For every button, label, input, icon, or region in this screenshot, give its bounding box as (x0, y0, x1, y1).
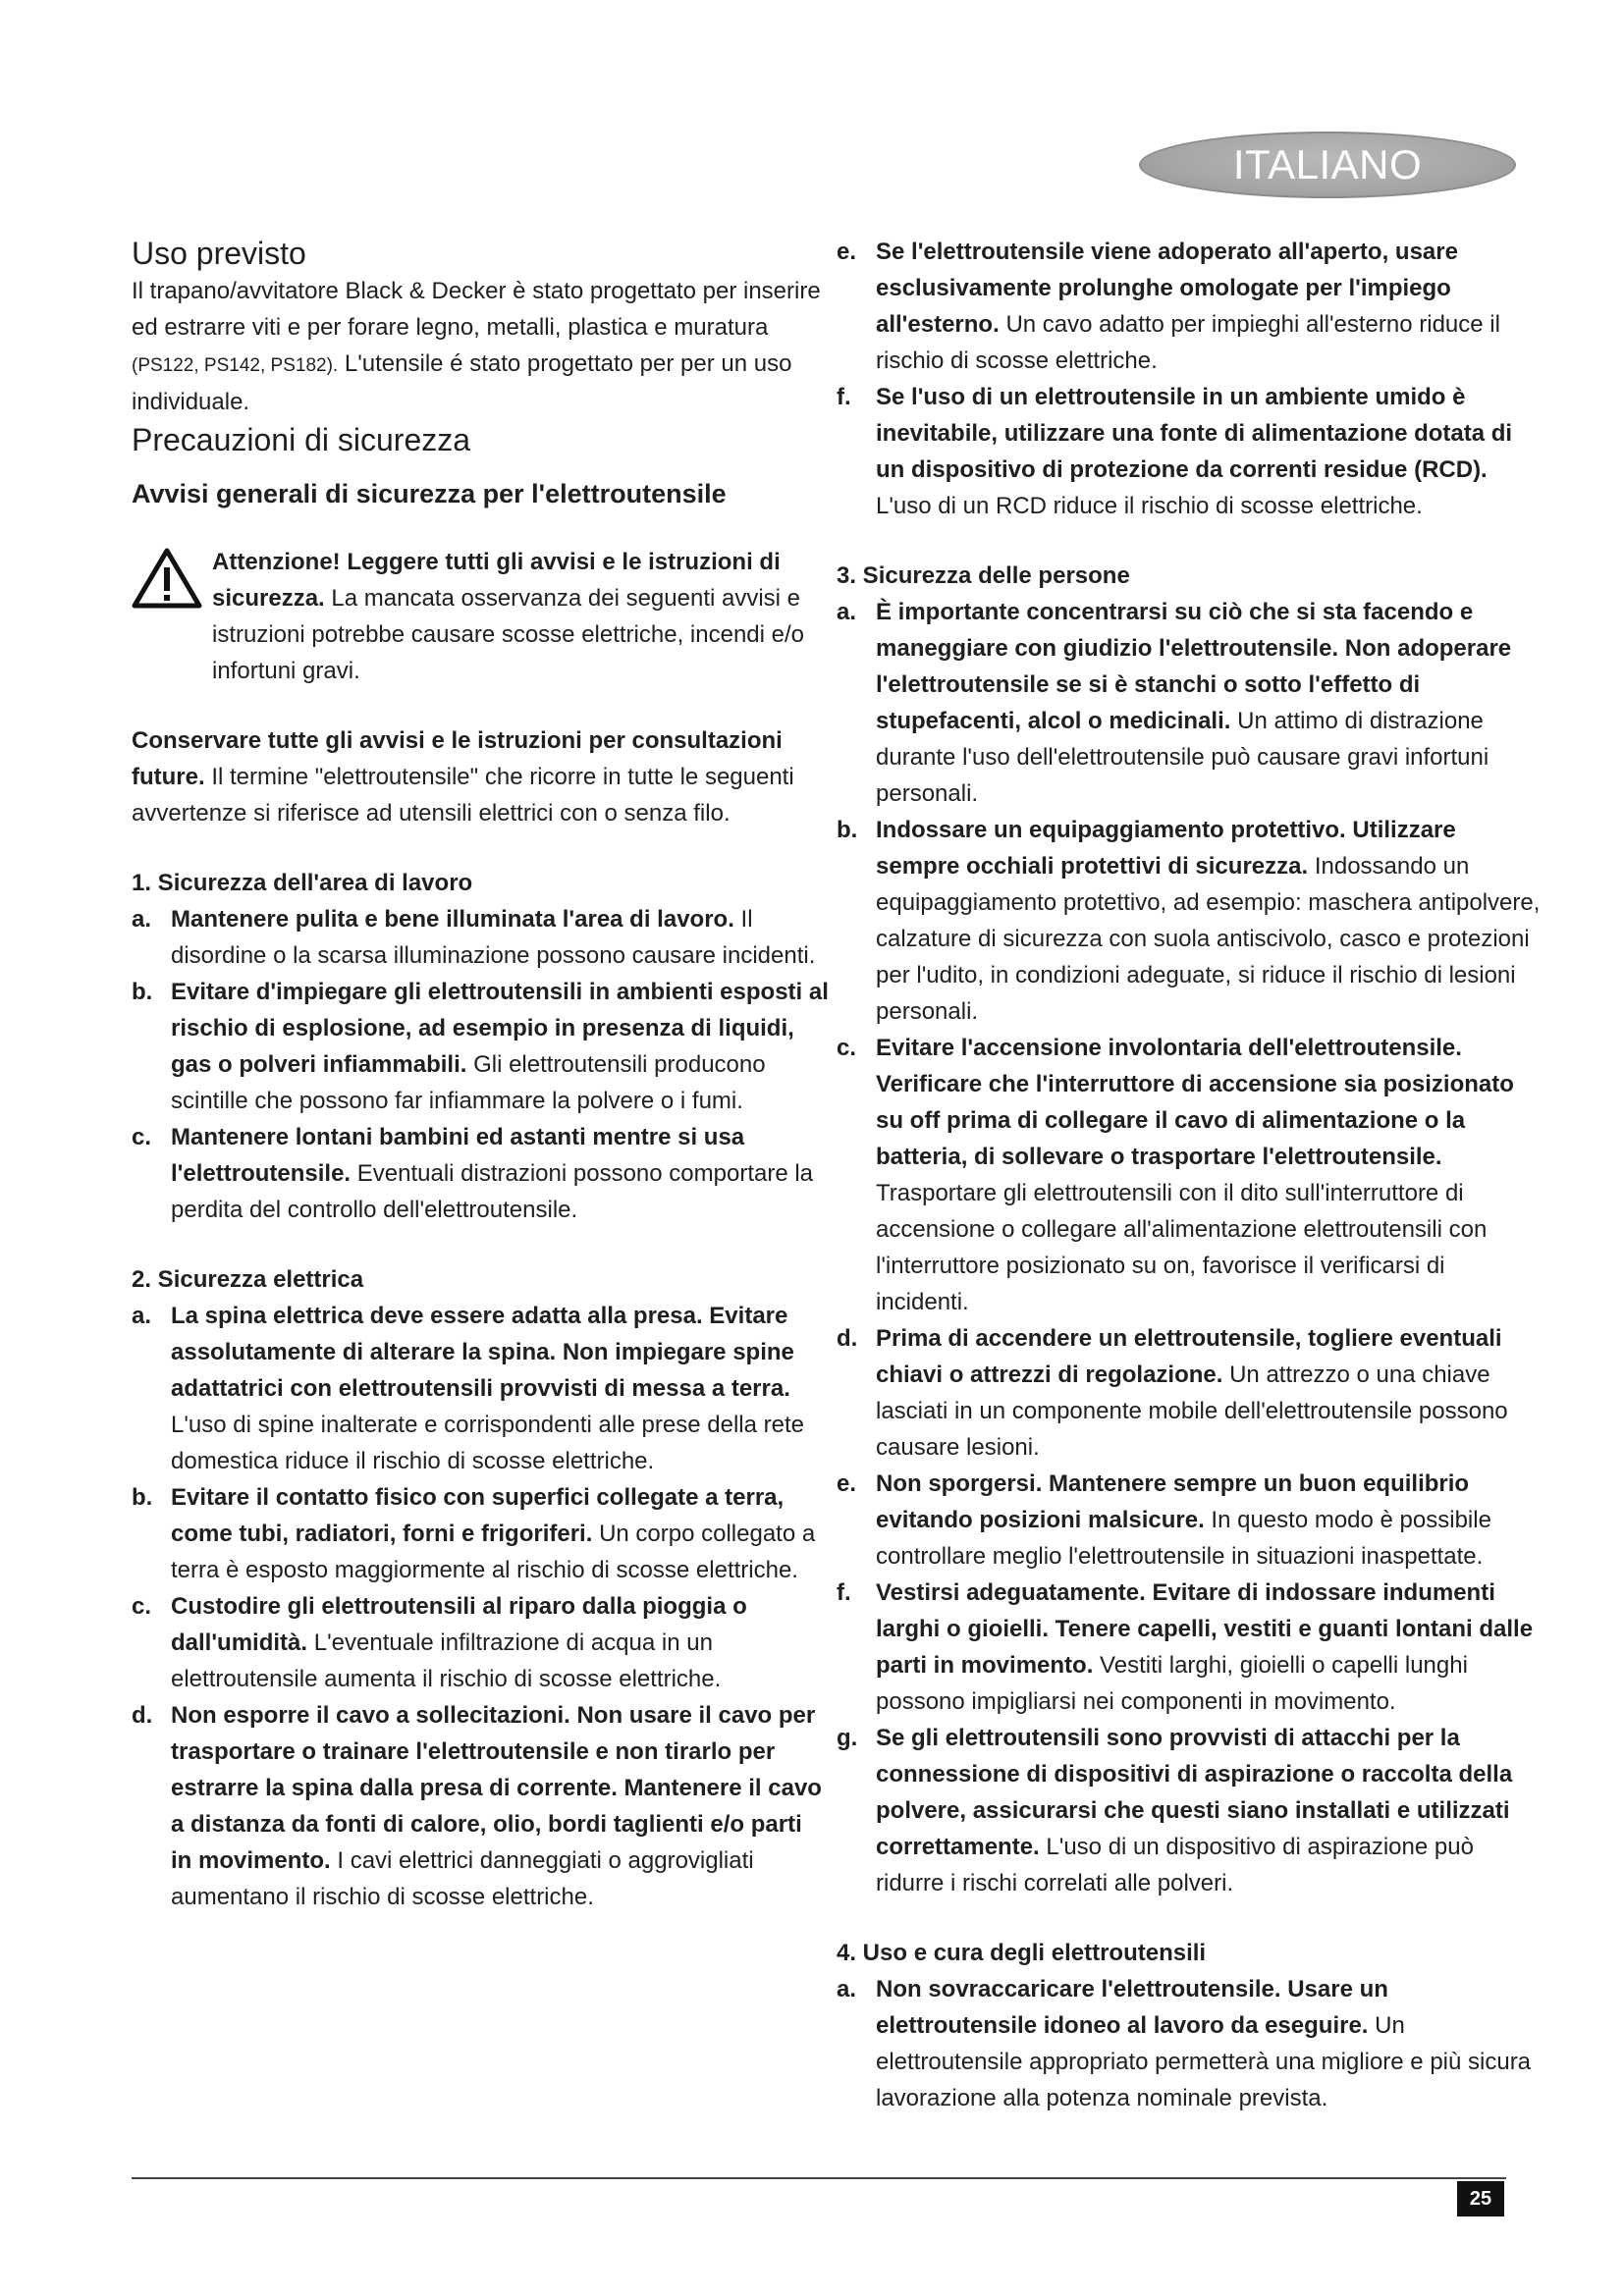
section-4-list (837, 1971, 1543, 2116)
section-1-list (132, 901, 829, 1228)
list-item: a. Non sovraccaricare l'elettroutensile. Usare un elettroutensile idoneo al lavoro da eseguire. Un elettroutensile appropriato permetterà una migliore e più sicura lavorazione alla potenza nominale prevista. (837, 1976, 1532, 2111)
section-4-title: 4. Uso e cura degli elettroutensili (837, 1940, 1207, 1966)
left-column (132, 234, 829, 1915)
list-item: e. Non sporgersi. Mantenere sempre un buon equilibrio evitando posizioni malsicure. In questo modo è possibile controllare meglio l'elettroutensile in situazioni inaspettate. (837, 1470, 1491, 1570)
list-item: a. È importante concentrarsi su ciò che si sta facendo e maneggiare con giudizio l'elettroutensile. Non adoperare l'elettroutensile se si è stanchi o sotto l'effetto di stupefacenti, alcol o medicinali. Un attimo di distrazione durante l'uso dell'elettroutensile può causare gravi infortuni personali. (837, 599, 1512, 807)
section-3-title: 3. Sicurezza delle persone (837, 562, 1130, 589)
warning-block (132, 544, 829, 689)
section-2-list (132, 1298, 829, 1915)
list-item: f. Se l'uso di un elettroutensile in un ambiente umido è inevitabile, utilizzare una fonte di alimentazione dotata di un dispositivo di protezione da correnti residue (RCD). L'uso di un RCD riduce il rischio di scosse elettriche. (837, 384, 1513, 519)
list-item: a. Mantenere pulita e bene illuminata l'area di lavoro. Il disordine o la scarsa illuminazione possono causare incidenti. (132, 906, 816, 969)
precauzioni-title: Precauzioni di sicurezza (132, 422, 471, 457)
section-2-title: 2. Sicurezza elettrica (132, 1266, 364, 1293)
list-item: d. Prima di accendere un elettroutensile, togliere eventuali chiavi o attrezzi di regolazione. Un attrezzo o una chiave lasciati in un componente mobile dell'elettroutensile possono causare lesioni. (837, 1325, 1508, 1461)
right-column (837, 234, 1543, 2116)
uso-previsto-title: Uso previsto (132, 236, 306, 271)
list-item: b. Evitare il contatto fisico con superfici collegate a terra, come tubi, radiatori, forni e frigoriferi. Un corpo collegato a terra è esposto maggiormente al rischio di scosse elettriche. (132, 1484, 816, 1583)
list-item: f. Vestirsi adeguatamente. Evitare di indossare indumenti larghi o gioielli. Tenere capelli, vestiti e guanti lontani dalle parti in movimento. Vestiti larghi, gioielli o capelli lunghi possono impigliarsi nei componenti in movimento. (837, 1579, 1534, 1715)
list-item: b. Evitare d'impiegare gli elettroutensili in ambienti esposti al rischio di esplosione, ad esempio in presenza di liquidi, gas o polveri infiammabili. Gli elettroutensili producono scintille che possono far infiammare la polvere o i fumi. (132, 979, 829, 1114)
list-item: e. Se l'elettroutensile viene adoperato all'aperto, usare esclusivamente prolunghe omologate per l'impiego all'esterno. Un cavo adatto per impieghi all'esterno riduce il rischio di scosse elettriche. (837, 239, 1500, 374)
list-item: d. Non esporre il cavo a sollecitazioni. Non usare il cavo per trasportare o trainare l'elettroutensile e non tirarlo per estrarre la spina dalla presa di corrente. Mantenere il cavo a distanza da fonti di calore, olio, bordi taglienti e/o parti in movimento. I cavi elettrici danneggiati o aggrovigliati aumentano il rischio di scosse elettriche. (132, 1702, 822, 1910)
list-item: c. Evitare l'accensione involontaria dell'elettroutensile. Verificare che l'interruttore di accensione sia posizionato su off prima di collegare il cavo di alimentazione o la batteria, di sollevare o trasportare l'elettroutensile. Trasportare gli elettroutensili con il dito sull'interruttore di accensione o collegare all'alimentazione elettroutensili con l'interruttore posizionato su on, favorisce il verificarsi di incidenti. (837, 1035, 1514, 1315)
section-2-continued-list (837, 234, 1543, 524)
list-item: g. Se gli elettroutensili sono provvisti di attacchi per la connessione di dispositivi di aspirazione o raccolta della polvere, assicurarsi che questi siano installati e utilizzati correttamente. L'uso di un dispositivo di aspirazione può ridurre i rischi correlati alle polveri. (837, 1725, 1513, 1896)
list-item: c. Custodire gli elettroutensili al riparo dalla pioggia o dall'umidità. L'eventuale infiltrazione di acqua in un elettroutensile aumenta il rischio di scosse elettriche. (132, 1593, 747, 1692)
list-item: a. La spina elettrica deve essere adatta alla presa. Evitare assolutamente di alterare la spina. Non impiegare spine adattatrici con elettroutensili provvisti di messa a terra. L'uso di spine inalterate e corrispondenti alle prese della rete domestica riduce il rischio di scosse elettriche. (132, 1303, 804, 1474)
section-1-title: 1. Sicurezza dell'area di lavoro (132, 870, 473, 896)
language-tab: ITALIANO (1139, 132, 1516, 198)
list-item: c. Mantenere lontani bambini ed astanti mentre si usa l'elettroutensile. Eventuali distrazioni possono comportare la perdita del controllo dell'elettroutensile. (132, 1124, 814, 1223)
avvisi-title: Avvisi generali di sicurezza per l'elettroutensile (132, 479, 727, 508)
conservare-text: Conservare tutte gli avvisi e le istruzioni per consultazioni future. Il termine "elettroutensile" che ricorre in tutte le seguenti avvertenze si riferisce ad utensili elettrici con o senza filo. (132, 727, 794, 827)
warning-triangle-icon (132, 548, 202, 609)
warning-text: Attenzione! Leggere tutti gli avvisi e le istruzioni di sicurezza. La mancata osservanza dei seguenti avvisi e istruzioni potrebbe causare scosse elettriche, incendi e/o infortuni gravi. (212, 549, 804, 684)
section-3-list (837, 594, 1543, 1901)
page-number: 25 (1457, 2181, 1504, 2216)
list-item: b. Indossare un equipaggiamento protettivo. Utilizzare sempre occhiali protettivi di sicurezza. Indossando un equipaggiamento protettivo, ad esempio: maschera antipolvere, calzature di sicurezza con suola antiscivolo, casco e protezioni per l'udito, in condizioni adeguate, si riduce il rischio di lesioni personali. (837, 817, 1541, 1025)
footer-rule (132, 2177, 1506, 2179)
uso-previsto-text: Il trapano/avvitatore Black & Decker è stato progettato per inserire ed estrarre viti e per forare legno, metalli, plastica e muratura (PS122, PS142, PS182). L'utensile é stato progettato per per un uso individuale. (132, 278, 821, 415)
